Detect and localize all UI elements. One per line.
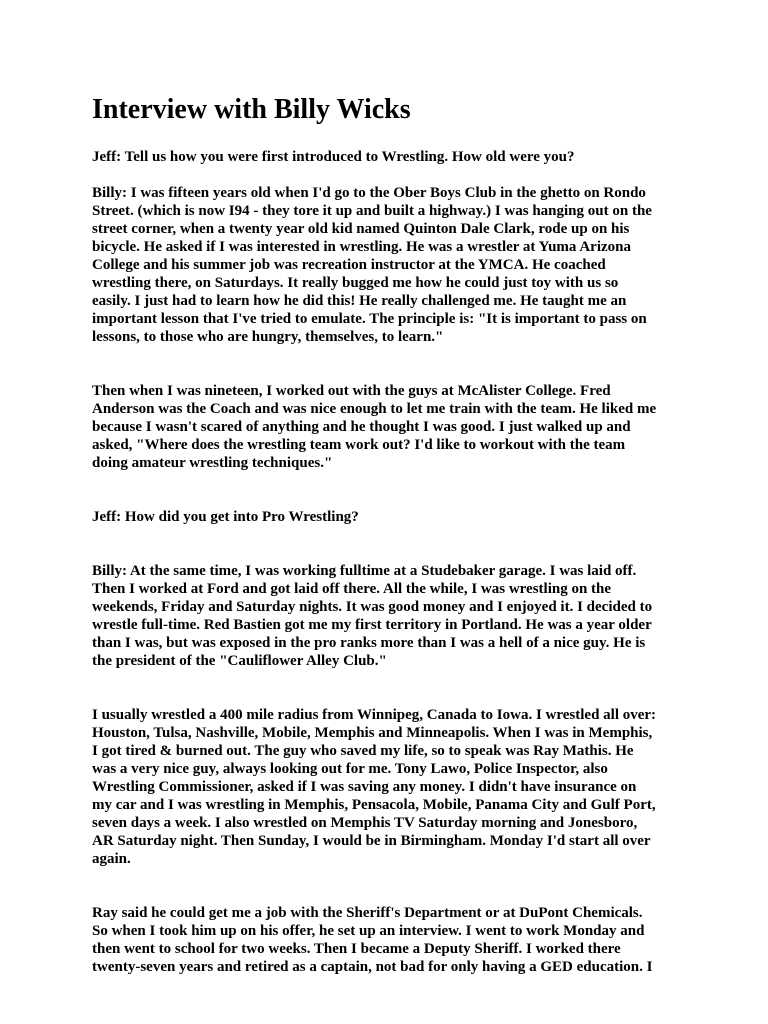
answer-paragraph-2: Then when I was nineteen, I worked out with the guys at McAlister College. Fred Anderson was the Coach and was nice enough to let me train with the team. He liked me because I wasn't scared of anything and he thought I was good. I just walked up and asked, "Where does the wrestling team work out? I'd like to workout with the team doing amateur wrestling techniques.": [92, 383, 657, 471]
question-paragraph-1: Jeff: Tell us how you were first introduced to Wrestling. How old were you?: [92, 149, 575, 165]
question-paragraph-2: Jeff: How did you get into Pro Wrestling?: [92, 509, 359, 525]
answer-paragraph-1: Billy: I was fifteen years old when I'd go to the Ober Boys Club in the ghetto on Rondo Street. (which is now I94 - they tore it up and built a highway.) I was hanging out on the street corner, when a twenty year old kid named Quinton Dale Clark, rode up on his bicycle. He asked if I was interested in wrestling. He was a wrestler at Yuma Arizona College and his summer job was recreation instructor at the YMCA. He coached wrestling there, on Saturdays. It really bugged me how he could just toy with us so easily. I just had to learn how he did this! He really challenged me. He taught me an important lesson that I've tried to emulate. The principle is: "It is important to pass on lessons, to those who are hungry, themselves, to learn.": [92, 185, 652, 345]
page-title: Interview with Billy Wicks: [92, 94, 411, 125]
document-body: [92, 92, 682, 976]
answer-paragraph-4: I usually wrestled a 400 mile radius from Winnipeg, Canada to Iowa. I wrestled all over: Houston, Tulsa, Nashville, Mobile, Memphis and Minneapolis. When I was in Memphis, I got tired & burned out. The guy who saved my life, so to speak was Ray Mathis. He was a very nice guy, always looking out for me. Tony Lawo, Police Inspector, also Wrestling Commissioner, asked if I was saving any money. I didn't have insurance on my car and I was wrestling in Memphis, Pensacola, Mobile, Panama City and Gulf Port, seven days a week. I also wrestled on Memphis TV Saturday morning and Jonesboro, AR Saturday night. Then Sunday, I would be in Birmingham. Monday I'd start all over again.: [92, 707, 657, 867]
answer-paragraph-5: Ray said he could get me a job with the Sheriff's Department or at DuPont Chemicals. So when I took him up on his offer, he set up an interview. I went to work Monday and then went to school for two weeks. Then I became a Deputy Sheriff. I worked there twenty-seven years and retired as a captain, not bad for only having a GED education. I: [92, 905, 653, 975]
answer-paragraph-3: Billy: At the same time, I was working fulltime at a Studebaker garage. I was laid off. Then I worked at Ford and got laid off there. All the while, I was wrestling on the weekends, Friday and Saturday nights. It was good money and I enjoyed it. I decided to wrestle full-time. Red Bastien got me my first territory in Portland. He was a year older than I was, but was exposed in the pro ranks more than I was a hell of a nice guy. He is the president of the "Cauliflower Alley Club.": [92, 563, 653, 669]
